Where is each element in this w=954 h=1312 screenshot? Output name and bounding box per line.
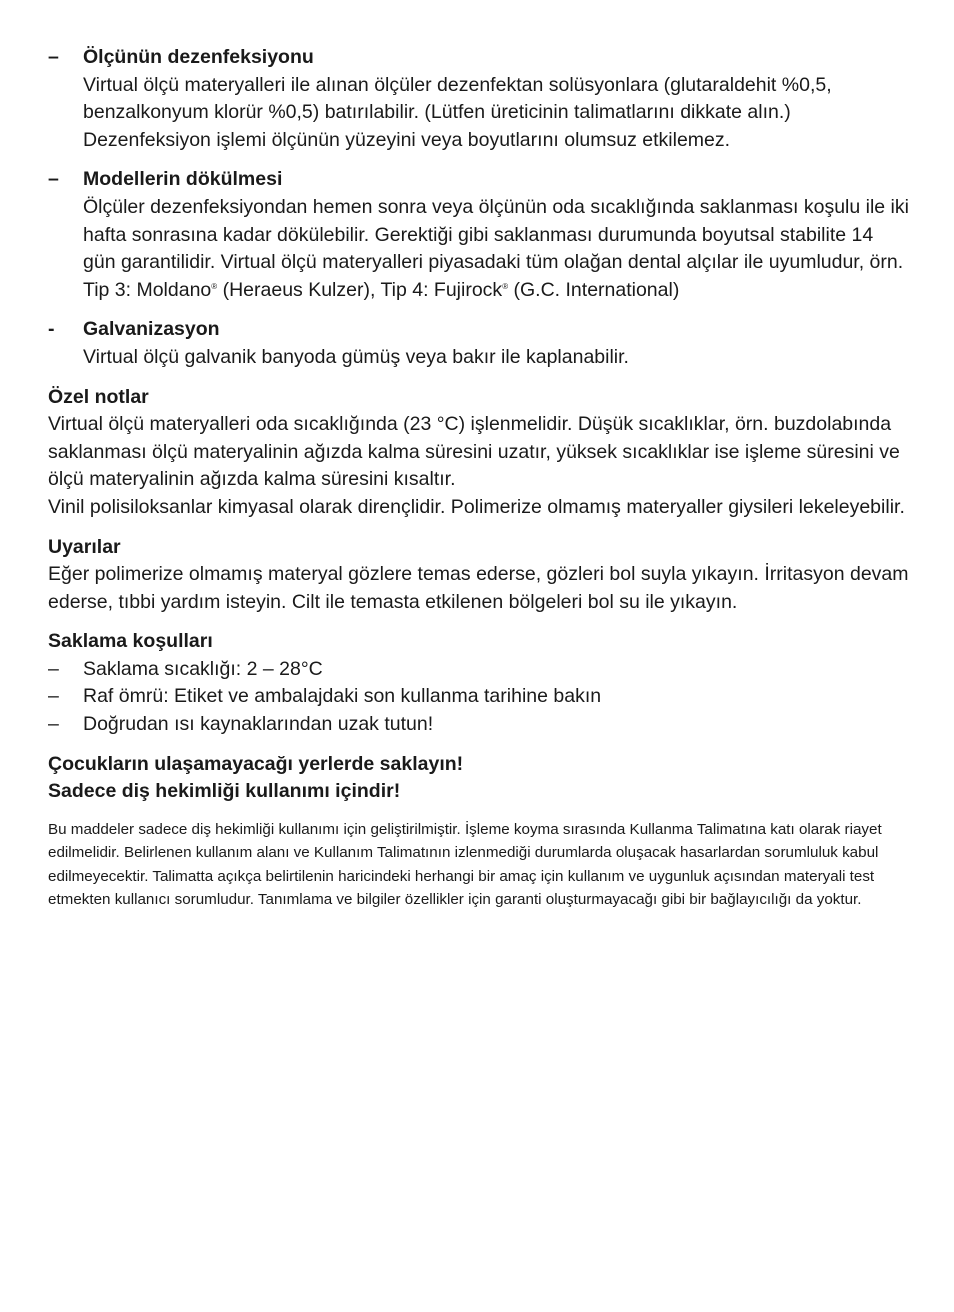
notice-line: Sadece diş hekimliği kullanımı içindir! <box>48 780 401 803</box>
notice-section <box>48 751 910 806</box>
item-text-part: Ölçüler dezenfeksiyondan hemen sonra veya ölçünün oda sıcaklığında saklanması koşulu ile iki hafta sonrasına kadar dökülebilir. Gerektiği gibi saklanması durumunda boyutsal stabilite 14 gün garantilidir. Virtual ölçü materyalleri piyasadaki tüm olağan dental alçılar ile uyumludur, örn. Tip 3: Moldano <box>83 195 909 301</box>
item-dash: – <box>48 168 59 191</box>
list-item <box>48 711 910 739</box>
list-dash: – <box>48 685 59 708</box>
item-galvanization <box>48 316 910 371</box>
section-paragraph: Eğer polimerize olmamış materyal gözlere temas ederse, gözleri bol suyla yıkayın. İrritasyon devam ederse, tıbbi yardım isteyin. Cilt ile temasta etkilenen bölgeleri bol su ile yıkayın. <box>48 563 909 613</box>
item-text: Virtual ölçü materyalleri ile alınan ölçüler dezenfektan solüsyonlara (glutaraldehit %0,5, benzalkonyum klorür %0,5) batırılabilir. (Lütfen üreticinin talimatlarını dikkate alın.) Dezenfeksiyon işlemi ölçünün yüzeyini veya boyutlarını olumsuz etkilemez. <box>83 73 832 151</box>
section-title: Saklama koşulları <box>48 630 213 653</box>
item-title: Galvanizasyon <box>83 318 220 341</box>
item-body <box>83 44 910 154</box>
section-paragraph: Vinil polisiloksanlar kimyasal olarak dirençlidir. Polimerize olmamış materyaller giysileri lekeleyebilir. <box>48 495 905 518</box>
warnings-section <box>48 534 910 617</box>
special-notes-section <box>48 384 910 522</box>
registered-mark: ® <box>502 281 509 291</box>
item-body <box>83 316 910 371</box>
document-page <box>48 44 910 911</box>
item-dash: - <box>48 318 55 341</box>
list-dash: – <box>48 713 59 736</box>
item-title: Modellerin dökülmesi <box>83 168 283 191</box>
item-model-casting <box>48 166 910 304</box>
item-text-part: (G.C. International) <box>508 278 680 301</box>
notice-line: Çocukların ulaşamayacağı yerlerde saklayın! <box>48 752 464 775</box>
registered-mark: ® <box>211 281 218 291</box>
disclaimer: Bu maddeler sadece diş hekimliği kullanımı için geliştirilmiştir. İşleme koyma sırasında Kullanma Talimatına katı olarak riayet edilmelidir. Belirlenen kullanım alanı ve Kullanım Talimatının izlenmediği durumlarda oluşacak hasarlardan sorumluluk kabul edilmeyecektir. Talimatta açıkça belirtilenin haricindeki herhangi bir amaç için kullanım ve uygunluk açısından materyali test etmekten kullanıcı sorumludur. Tanımlama ve bilgiler özellikler için garanti oluşturmayacağı gibi bir bağlayıcılığı da yoktur. <box>48 820 882 909</box>
item-title: Ölçünün dezenfeksiyonu <box>83 46 314 68</box>
list-text: Raf ömrü: Etiket ve ambalajdaki son kullanma tarihine bakın <box>83 685 602 708</box>
item-text-part: (Heraeus Kulzer), Tip 4: Fujirock <box>217 278 503 301</box>
list-text: Doğrudan ısı kaynaklarından uzak tutun! <box>83 713 434 736</box>
item-disinfection <box>48 44 910 154</box>
list-item <box>48 683 910 711</box>
item-text: Virtual ölçü galvanik banyoda gümüş veya bakır ile kaplanabilir. <box>83 345 629 368</box>
list-dash: – <box>48 657 59 680</box>
item-text <box>83 194 910 304</box>
section-title: Özel notlar <box>48 385 149 408</box>
list-item <box>48 656 910 684</box>
list-text: Saklama sıcaklığı: 2 – 28°C <box>83 657 323 680</box>
section-title: Uyarılar <box>48 535 121 558</box>
item-dash: – <box>48 46 59 68</box>
section-paragraph: Virtual ölçü materyalleri oda sıcaklığında (23 °C) işlenmelidir. Düşük sıcaklıklar, örn. buzdolabında saklanması ölçü materyalinin ağızda kalma süresini uzatır, yüksek sıcaklıklar ise işleme süresini ve ölçü materyalinin ağızda kalma süresini kısaltır. <box>48 413 900 491</box>
storage-section <box>48 628 910 738</box>
item-body <box>83 166 910 304</box>
